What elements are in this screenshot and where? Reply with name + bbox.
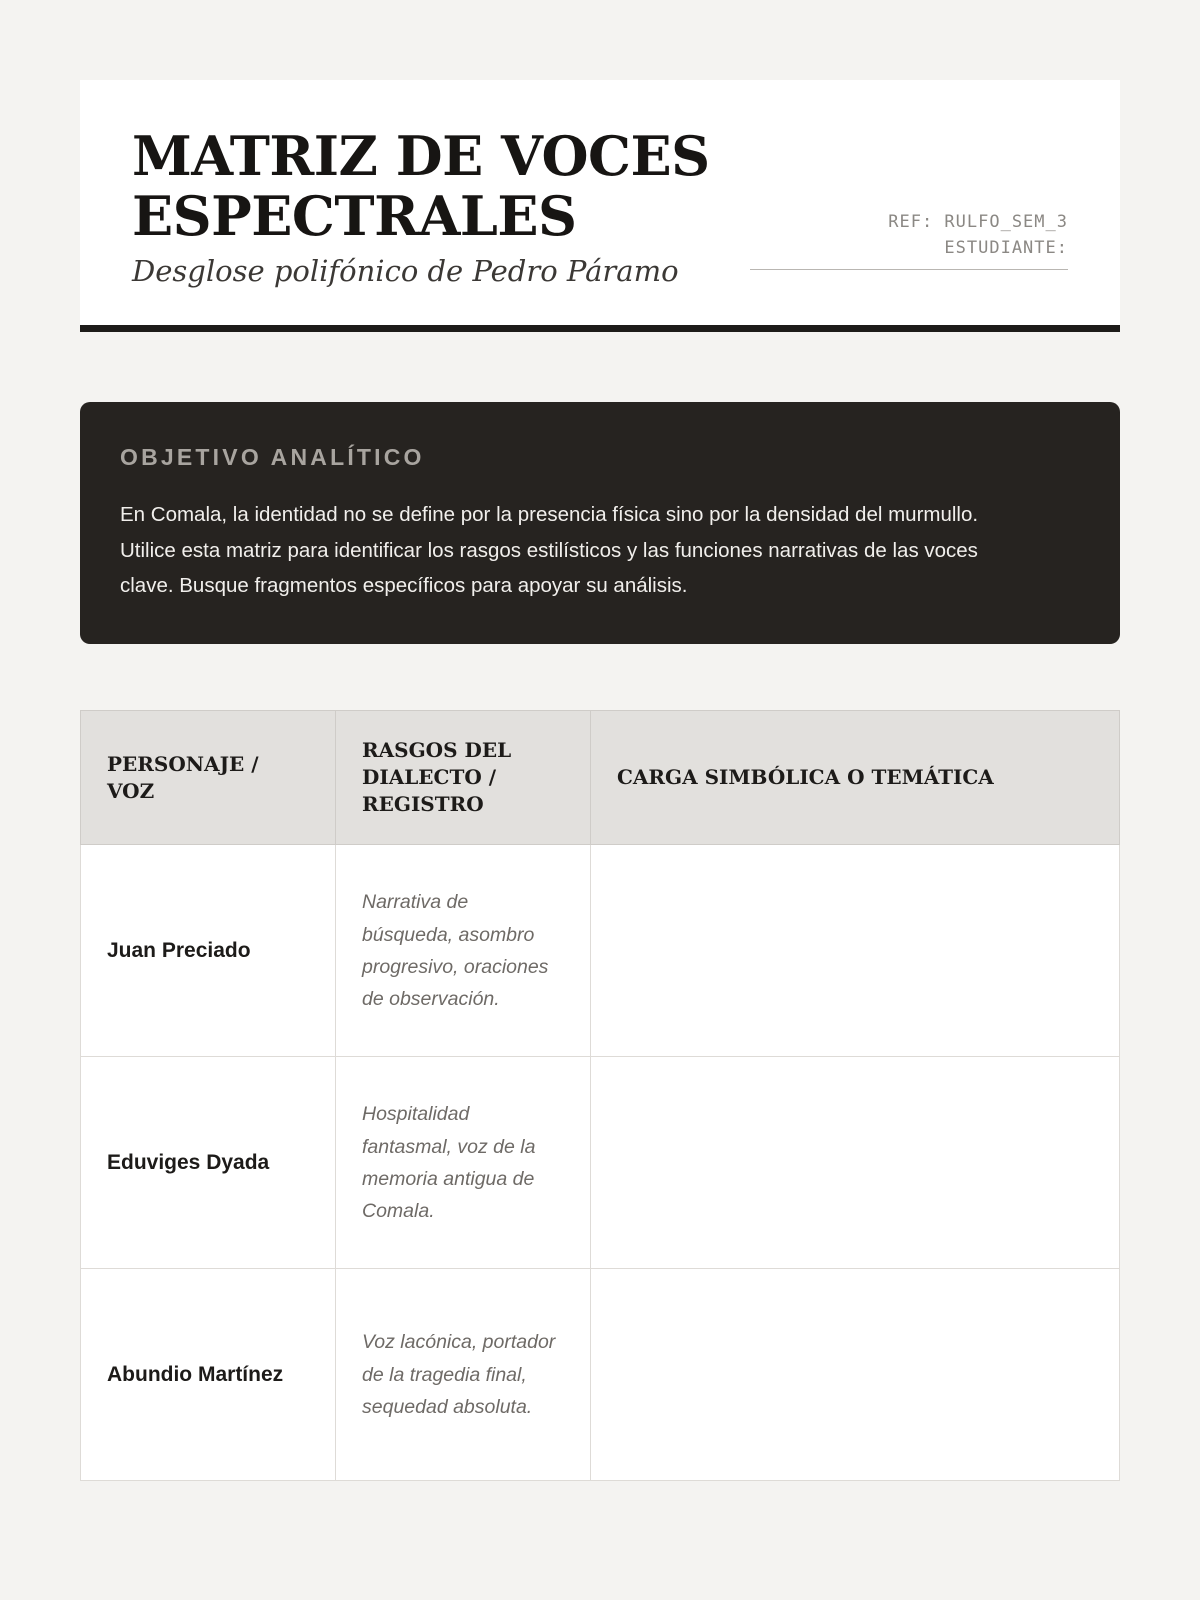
column-header-carga: CARGA SIMBÓLICA O TEMÁTICA [591, 711, 1120, 845]
student-label: ESTUDIANTE: [944, 238, 1068, 258]
table-row [81, 1057, 1120, 1269]
cell-personaje: Abundio Martínez [81, 1269, 336, 1481]
table-row [81, 1269, 1120, 1481]
header-meta [748, 126, 1068, 270]
objective-heading: OBJETIVO ANALÍTICO [120, 443, 425, 470]
page-subtitle: Desglose polifónico de Pedro Páramo [132, 253, 679, 288]
voices-matrix-table [80, 710, 1120, 1481]
cell-rasgos: Hospitalidad fantasmal, voz de la memoria antigua de Comala. [336, 1057, 591, 1269]
page-title: MATRIZ DE VOCES ESPECTRALES [132, 124, 710, 249]
cell-carga-input[interactable] [591, 1057, 1120, 1269]
cell-carga-input[interactable] [591, 1269, 1120, 1481]
table-header [81, 711, 1120, 845]
objective-panel [80, 402, 1120, 645]
table-body [81, 845, 1120, 1481]
header-left [132, 126, 748, 291]
cell-rasgos: Voz lacónica, portador de la tragedia final, sequedad absoluta. [336, 1269, 591, 1481]
table-row [81, 845, 1120, 1057]
cell-carga-input[interactable] [591, 845, 1120, 1057]
student-name-fill-line[interactable] [750, 268, 1068, 270]
cell-personaje: Eduviges Dyada [81, 1057, 336, 1269]
cell-rasgos: Narrativa de búsqueda, asombro progresivo, oraciones de observación. [336, 845, 591, 1057]
column-header-personaje: PERSONAJE / VOZ [81, 711, 336, 845]
column-header-rasgos: RASGOS DEL DIALECTO / REGISTRO [336, 711, 591, 845]
reference-code: REF: RULFO_SEM_3 [888, 212, 1068, 232]
objective-text: En Comala, la identidad no se define por la presencia física sino por la densidad del murmullo. Utilice esta matriz para identificar los rasgos estilísticos y las funciones narrativas de las voces clave. Busque fragmentos específicos para apoyar su análisis. [120, 502, 979, 598]
table-header-row [81, 711, 1120, 845]
cell-personaje: Juan Preciado [81, 845, 336, 1057]
header-card [80, 80, 1120, 332]
